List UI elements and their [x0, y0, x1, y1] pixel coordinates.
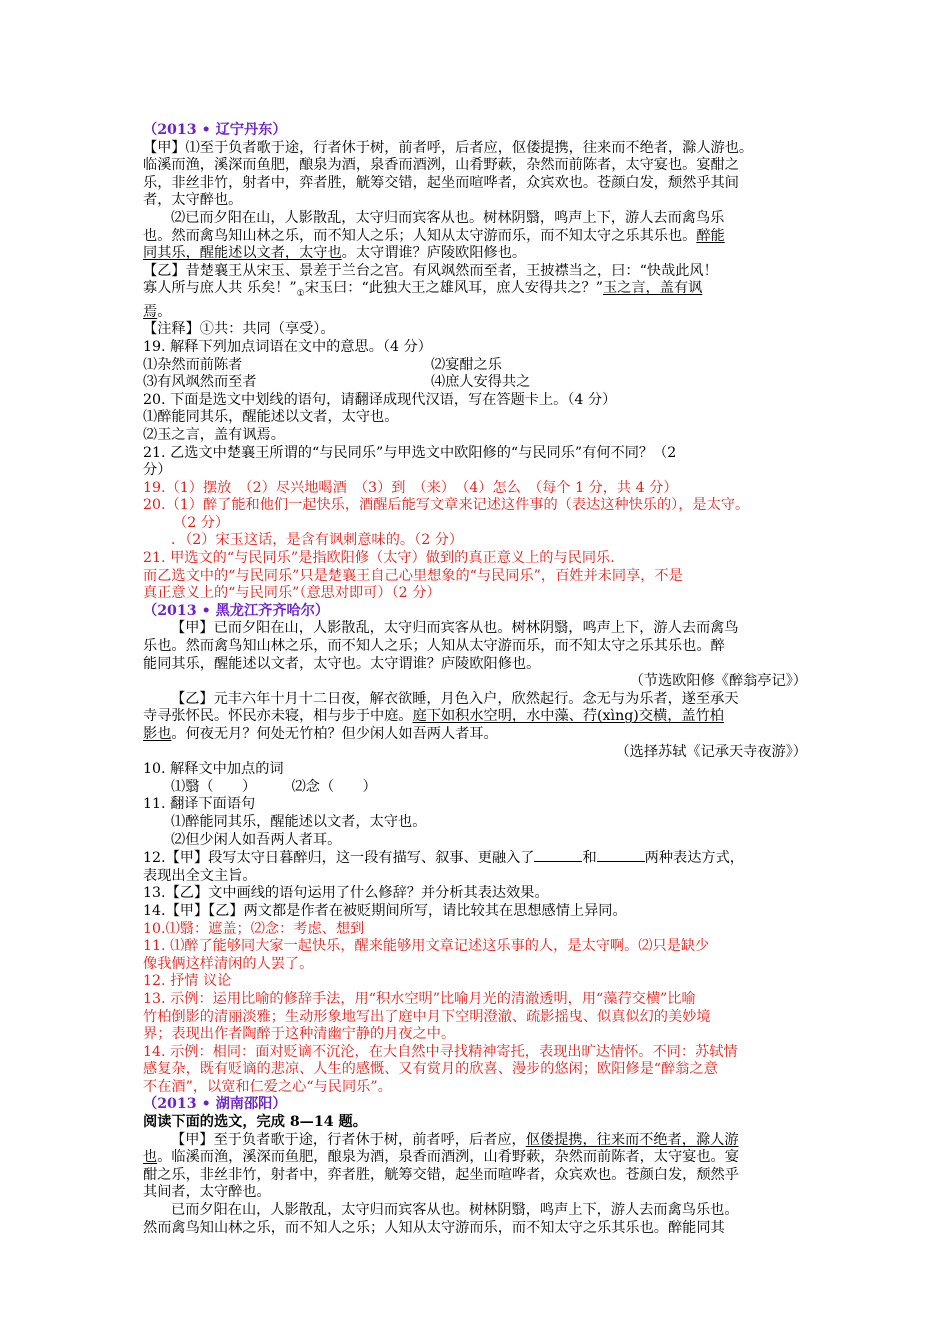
- question: 10. 解释文中加点的词: [143, 761, 284, 778]
- passage-line: [143, 1149, 819, 1167]
- underlined-text: 影也: [143, 726, 172, 743]
- underlined-text: 玉之言，盖有讽: [602, 280, 703, 297]
- passage-line: 已而夕阳在山，人影散乱，太守归而宾客从也。树林阴翳，鸣声上下，游人去而禽鸟乐也。: [171, 1202, 739, 1219]
- underlined-text: 醉能: [696, 227, 725, 244]
- passage-line: 【甲】已而夕阳在山，人影散乱，太守归而宾客从也。树林阴翳，鸣声上下，游人去而禽鸟: [171, 620, 739, 637]
- passage-line: [143, 1132, 819, 1150]
- passage-text: 【甲】至于负者歌于途，行者休于树，前者呼，后者应，: [171, 1131, 526, 1148]
- question-item: ⑷庶人安得共之: [431, 374, 531, 391]
- answer-line: 10.⑴翳：遮盖；⑵念：考虑、想到: [143, 920, 365, 937]
- passage-line: 然而禽鸟知山林之乐，而不知人之乐；人知从太守游而乐，而不知太守之乐其乐也。醉能同其: [143, 1219, 725, 1236]
- document-page: [143, 122, 819, 1237]
- question-text: 12.【甲】段写太守日暮醉归，这一段有描写、叙事、更融入了: [143, 850, 535, 867]
- source-label: （2013 • 黑龙江齐齐哈尔）: [143, 602, 330, 619]
- passage-text: 。何夜无月？何处无竹柏？但少闲人如吾两人者耳。: [171, 726, 498, 743]
- answer-line: 14. 示例：相同：面对贬谪不沉沦，在大自然中寻找精神寄托，表现出旷达情怀。不同：苏轼情: [143, 1043, 738, 1060]
- citation: （节选欧阳修《醉翁亭记》）: [629, 673, 807, 690]
- question-item: ⑵宴酣之乐: [431, 356, 502, 373]
- answer-line: 真正意义上的“与民同乐”（意思对即可）（2 分）: [143, 585, 441, 602]
- question-item: ⑶有风飒然而至者: [143, 374, 257, 391]
- question-item: ⑴翳（ ） ⑵念（ ）: [171, 778, 377, 795]
- question-items: [143, 374, 819, 392]
- answer-line: 20.（1）醉了能和他们一起快乐，酒醒后能写文章来记述这件事的（表达这种快乐的），是太守。: [143, 497, 750, 514]
- underlined-text: 庭下如积水空明，水中藻、荇(xìng)交横，盖竹柏: [412, 708, 724, 725]
- passage-text: 寺寻张怀民。怀民亦未寝，相与步于中庭。: [143, 708, 413, 725]
- answer-line: 19.（1）摆放 （2）尽兴地喝酒 （3）到 （来） （4）怎么 （每个 1 分，共 4 分）: [143, 479, 678, 496]
- passage-line: 乐，非丝非竹，射者中，弈者胜，觥筹交错，起坐而喧哗者，众宾欢也。苍颜白发，颓然乎其间: [143, 174, 739, 191]
- answer-line: 感复杂，既有贬谪的悲凉、人生的感慨、又有赏月的欣喜、漫步的悠闲；欧阳修是“醉翁之意: [143, 1061, 718, 1078]
- question: 21. 乙选文中楚襄王所谓的“与民同乐”与甲选文中欧阳修的“与民同乐”有何不同？（2: [143, 444, 677, 461]
- footnote-mark: ①: [296, 289, 305, 300]
- question: 20. 下面是选文中划线的语句，请翻译成现代汉语，写在答题卡上。（4 分）: [143, 391, 617, 408]
- passage-text: 。太守谓谁？庐陵欧阳修也。: [341, 245, 527, 262]
- source-label: （2013 • 湖南邵阳）: [143, 1096, 287, 1113]
- answer-blank: [534, 849, 582, 862]
- passage-line: [143, 304, 819, 322]
- passage-line: 【乙】昔楚襄王从宋玉、景差于兰台之宫。有风飒然而至者，王披襟当之，曰：“快哉此风！: [143, 262, 718, 279]
- passage-line: 能同其乐，醒能述以文者，太守也。太守谓谁？庐陵欧阳修也。: [143, 655, 541, 672]
- question: [143, 849, 819, 868]
- passage-line: [143, 228, 819, 246]
- passage-line: [143, 726, 819, 744]
- passage-line: 【乙】元丰六年十月十二日夜，解衣欲睡，月色入户，欣然起行。念无与为乐者，遂至承天: [171, 690, 739, 707]
- question-item: ⑴醉能同其乐，醒能述以文者，太守也。: [143, 409, 399, 426]
- passage-text: 宋玉曰：“此独大王之雄风耳，庶人安得共之？”: [304, 280, 603, 297]
- question-item: ⑴醉能同其乐，醒能述以文者，太守也。: [171, 813, 427, 830]
- answer-line: 而乙选文中的“与民同乐”只是楚襄王自己心里想象的“与民同乐”，百姓并未同享，不是: [143, 567, 683, 584]
- passage-line: 者，太守醉也。: [143, 192, 243, 209]
- question: 分）: [143, 462, 172, 479]
- passage-line: 临溪而渔，溪深而鱼肥，酿泉为酒，泉香而酒洌，山肴野蔌，杂然而前陈者，太守宴也。宴酣之: [143, 157, 739, 174]
- answer-line: 13. 示例：运用比喻的修辞手法，用“积水空明”比喻月光的清澈透明，用“藻荇交横”比喻: [143, 990, 696, 1007]
- question-text: 两种表达方式，: [644, 850, 744, 867]
- passage-line: 其间者，太守醉也。: [143, 1184, 271, 1201]
- underlined-text: 同其乐，醒能述以文者，太守也: [143, 245, 342, 262]
- passage-line: [143, 245, 819, 263]
- question-item: ⑵玉之言，盖有讽焉。: [143, 426, 285, 443]
- answer-line: 竹柏倒影的清丽淡雅；生动形象地写出了庭中月下空明澄澈、疏影摇曳、似真似幻的美妙境: [143, 1008, 711, 1025]
- annotation: 【注释】①共：共同（享受）。: [143, 321, 335, 338]
- citation: （选择苏轼《记承天寺夜游》）: [615, 743, 807, 760]
- question: 11. 翻译下面语句: [143, 796, 256, 813]
- passage-line: 【甲】⑴至于负者歌于途，行者休于树，前者呼，后者应，伛偻提携，往来而不绝者，滁人游也。: [143, 139, 754, 156]
- passage-text: 也。然而禽鸟知山林之乐，而不知人之乐；人知从太守游而乐，而不知太守之乐其乐也。: [143, 227, 697, 244]
- question-text: 和: [582, 850, 597, 867]
- passage-line: ⑵已而夕阳在山，人影散乱，太守归而宾客从也。树林阴翳，鸣声上下，游人去而禽鸟乐: [171, 209, 725, 226]
- underlined-text: 也: [143, 1149, 158, 1166]
- source-label: （2013 • 辽宁丹东）: [143, 122, 287, 138]
- passage-line: 酣之乐，非丝非竹，射者中，弈者胜，觥筹交错，起坐而喧哗者，众宾欢也。苍颜白发，颓然乎: [143, 1166, 739, 1183]
- answer-line: 11. ⑴醉了能够同大家一起快乐，醒来能够用文章记述这乐事的人，是太守啊。⑵只是缺少: [143, 938, 710, 955]
- question: 13.【乙】文中画线的语句运用了什么修辞？并分析其表达效果。: [143, 885, 549, 902]
- answer-line: ．（2）宋玉这话，是含有讽刺意味的。（2 分）: [171, 532, 464, 549]
- section-intro: 阅读下面的选文，完成 8—14 题。: [143, 1114, 367, 1131]
- passage-line: [143, 280, 819, 303]
- question: 14.【甲】【乙】两文都是作者在被贬期间所写，请比较其在思想感情上异同。: [143, 902, 627, 919]
- answer-line: 21. 甲选文的“与民同乐”是指欧阳修（太守）做到的真正意义上的与民同乐.: [143, 550, 615, 567]
- answer-line: 界；表现出作者陶醉于这种清幽宁静的月夜之中。: [143, 1026, 456, 1043]
- passage-line: 乐也。然而禽鸟知山林之乐，而不知人之乐；人知从太守游而乐，而不知太守之乐其乐也。醉: [143, 638, 725, 655]
- passage-text: 。: [157, 303, 172, 320]
- underlined-text: 伛偻提携，往来而不绝者，滁人游: [525, 1131, 739, 1148]
- answer-line: （2 分）: [173, 514, 230, 531]
- answer-line: 不在酒”，以宽和仁爱之心“与民同乐”。: [143, 1078, 392, 1095]
- question: 19. 解释下列加点词语在文中的意思。（4 分）: [143, 338, 432, 355]
- question-item: ⑵但少闲人如吾两人者耳。: [171, 831, 342, 848]
- answer-line: 12. 抒情 议论: [143, 973, 232, 990]
- question-items: [143, 357, 819, 375]
- passage-text: 。临溪而渔，溪深而鱼肥，酿泉为酒，泉香而酒洌，山肴野蔌，杂然而前陈者，太守宴也。宴: [157, 1149, 739, 1166]
- passage-text: 寡人所与庶人共 乐矣！”: [143, 280, 297, 297]
- answer-line: 像我俩这样清闲的人罢了。: [143, 955, 314, 972]
- answer-blank: [597, 849, 645, 862]
- underlined-text: 焉: [143, 303, 158, 320]
- question-item: ⑴杂然而前陈者: [143, 356, 243, 373]
- passage-line: [143, 708, 819, 726]
- question: 表现出全文主旨。: [143, 867, 257, 884]
